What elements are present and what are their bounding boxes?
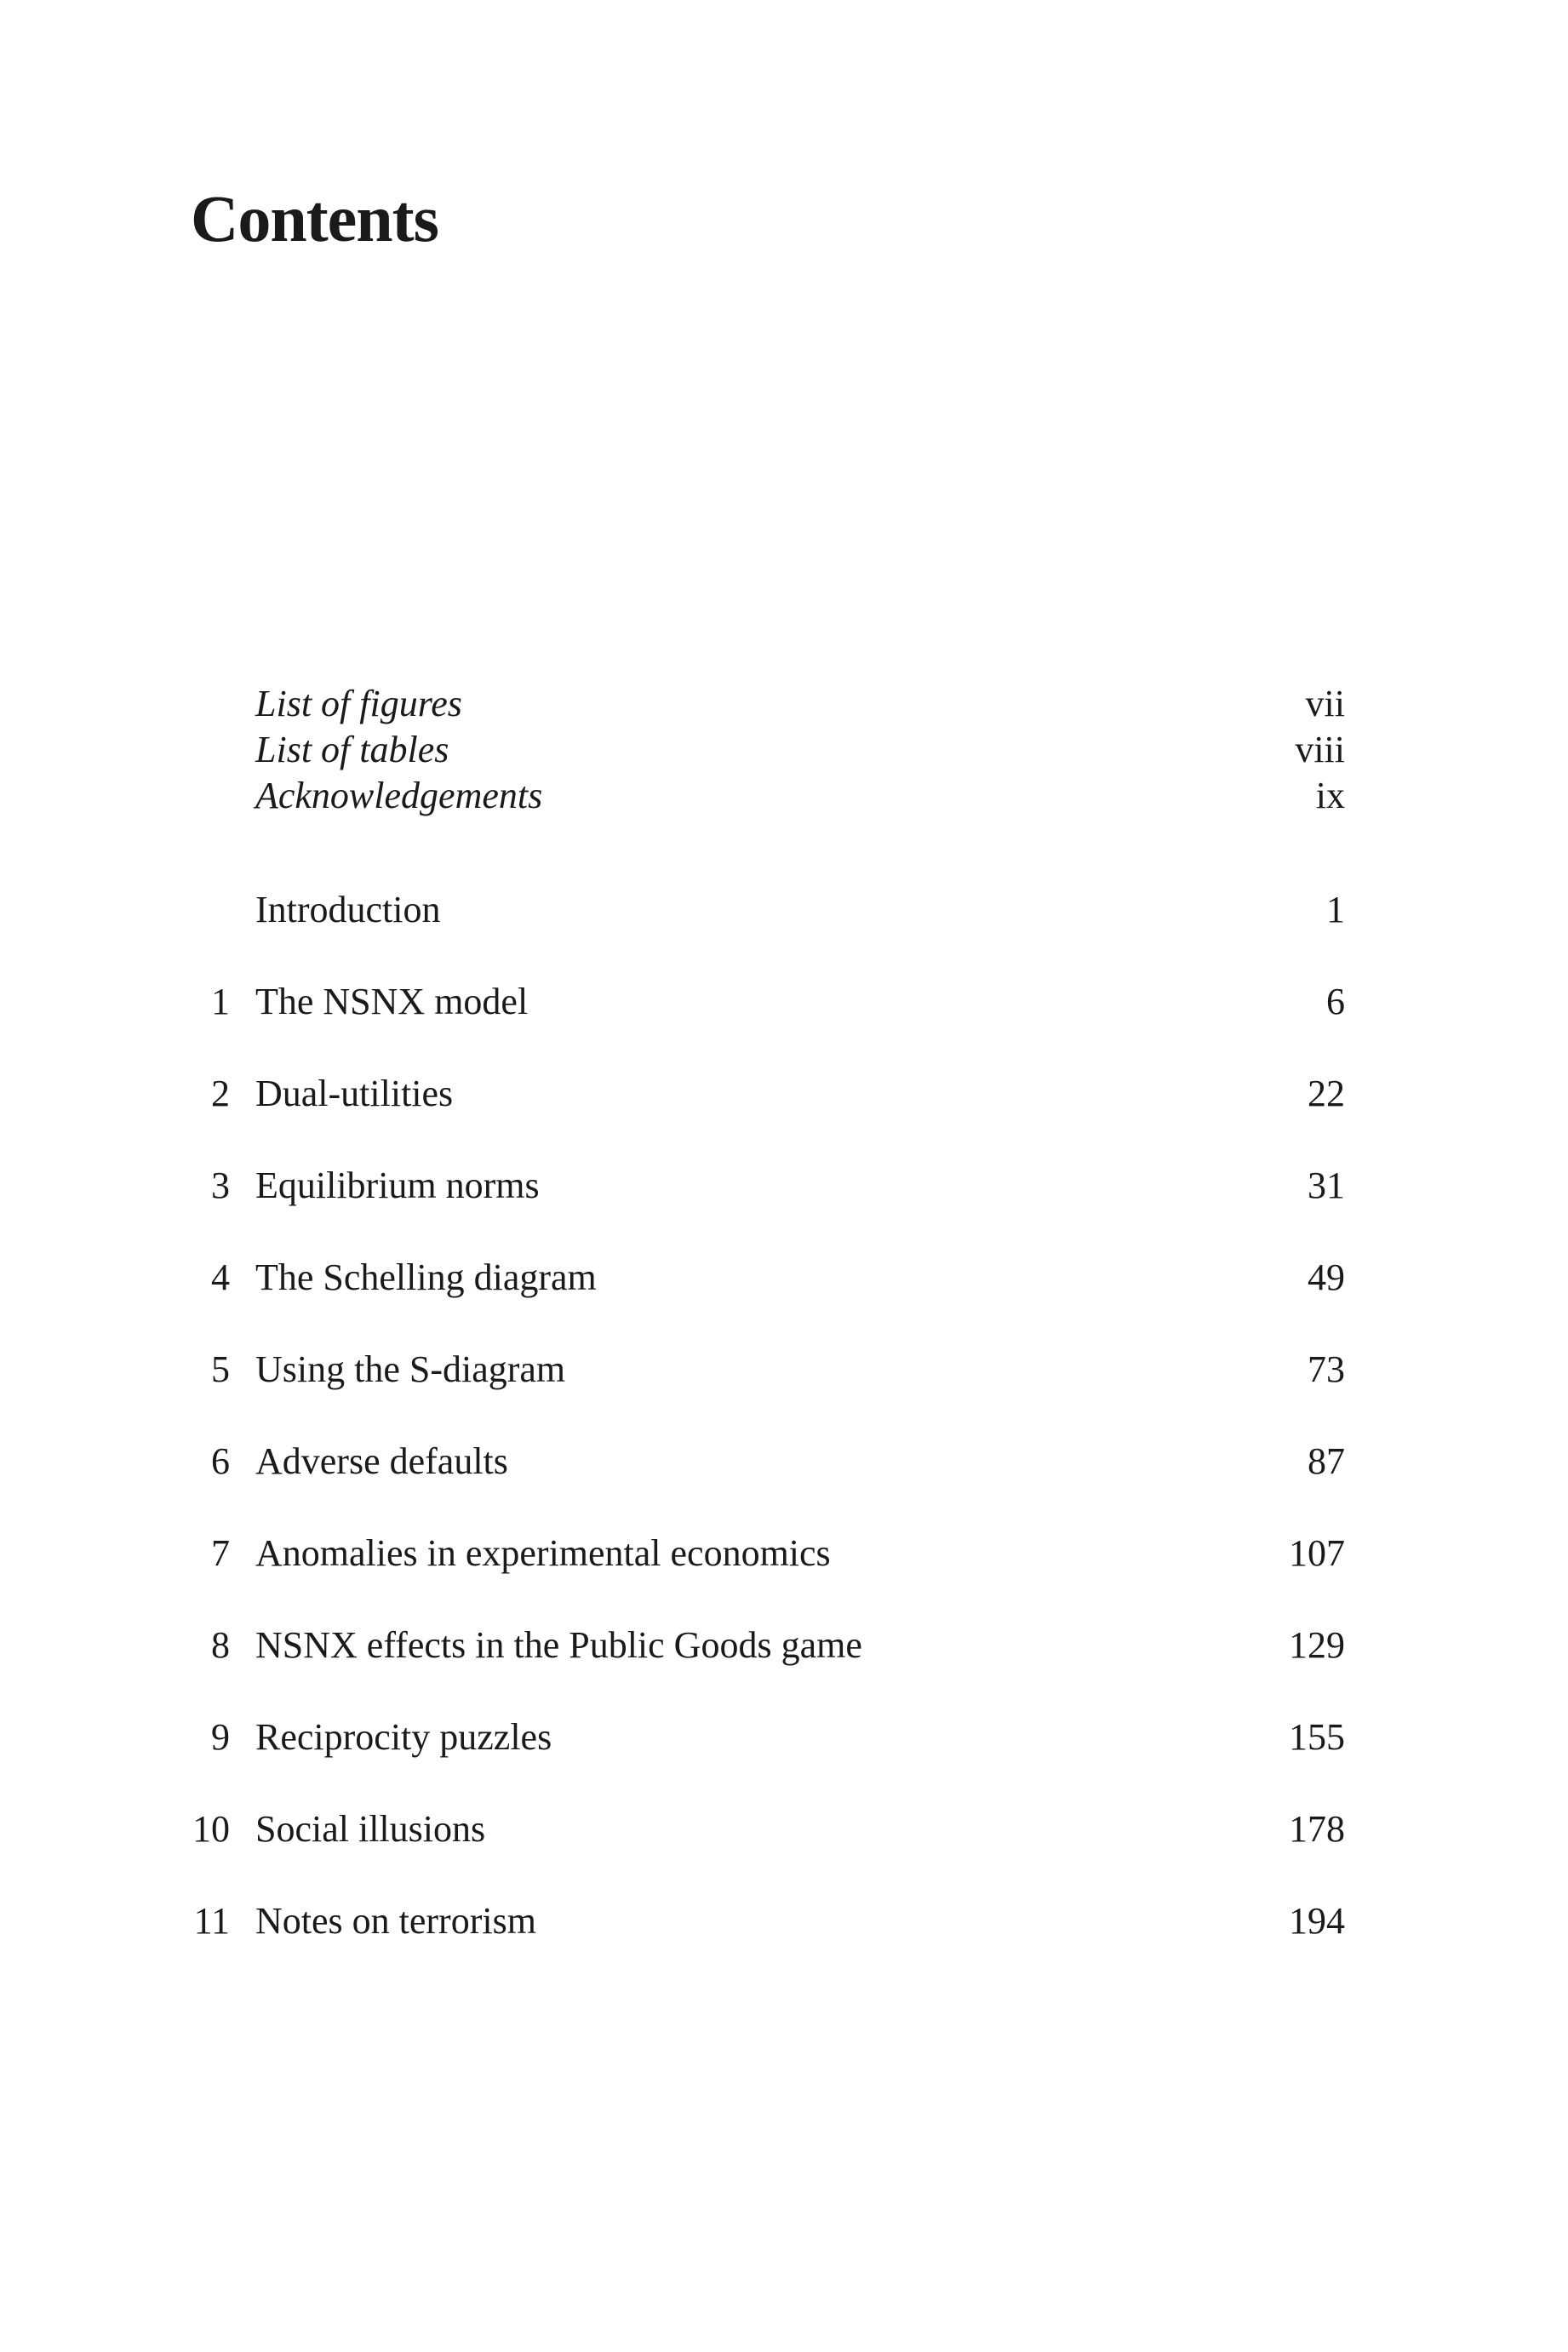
chapter-page: 194: [1289, 1900, 1345, 1942]
chapter-number: 1: [211, 981, 230, 1022]
chapter-page: 31: [1308, 1165, 1345, 1206]
chapter-page: 178: [1289, 1808, 1345, 1850]
chapter-page: 107: [1289, 1532, 1345, 1574]
toc-entry-page: ix: [1315, 775, 1345, 816]
chapter-page: 6: [1326, 981, 1345, 1022]
chapter-page: 73: [1308, 1348, 1345, 1390]
chapter-number: 6: [211, 1440, 230, 1482]
chapter-title: The NSNX model: [255, 981, 529, 1022]
chapter-number: 2: [211, 1073, 230, 1114]
chapter-title: Adverse defaults: [255, 1440, 508, 1482]
chapter-title: Equilibrium norms: [255, 1165, 540, 1206]
toc-entry-chapter-4[interactable]: [179, 1255, 1345, 1347]
toc-entry-list-of-tables[interactable]: [179, 727, 1345, 773]
chapter-title: Social illusions: [255, 1808, 486, 1850]
toc-entry-acknowledgements[interactable]: [179, 773, 1345, 819]
toc-entry-chapter-7[interactable]: [179, 1531, 1345, 1622]
chapter-number: 11: [193, 1900, 230, 1942]
toc-entry-page: viii: [1295, 729, 1345, 770]
toc-entry-chapter-10[interactable]: [179, 1806, 1345, 1898]
chapter-number: 4: [211, 1256, 230, 1298]
toc-entry-chapter-11[interactable]: [179, 1898, 1345, 1990]
chapter-title: Anomalies in experimental economics: [255, 1532, 831, 1574]
chapter-number: 9: [211, 1716, 230, 1758]
toc-entry-chapter-5[interactable]: [179, 1347, 1345, 1439]
chapter-page: 129: [1289, 1624, 1345, 1666]
toc-entry-chapter-1[interactable]: [179, 979, 1345, 1071]
chapter-title: Dual-utilities: [255, 1073, 454, 1114]
table-of-contents: [179, 681, 1345, 1990]
toc-entry-title: Acknowledgements: [255, 775, 543, 816]
chapter-page: 1: [1326, 889, 1345, 930]
chapter-title: Notes on terrorism: [255, 1900, 536, 1942]
toc-entry-chapter-3[interactable]: [179, 1163, 1345, 1255]
chapter-page: 155: [1289, 1716, 1345, 1758]
toc-entry-introduction[interactable]: [179, 887, 1345, 979]
toc-entry-chapter-8[interactable]: [179, 1622, 1345, 1714]
chapter-title: Reciprocity puzzles: [255, 1716, 552, 1758]
chapter-page: 87: [1308, 1440, 1345, 1482]
chapter-number: 8: [211, 1624, 230, 1666]
chapter-title: NSNX effects in the Public Goods game: [255, 1624, 862, 1666]
chapter-page: 49: [1308, 1256, 1345, 1298]
toc-entry-title: List of tables: [255, 729, 449, 770]
chapter-number: 10: [192, 1808, 230, 1850]
toc-entry-page: vii: [1305, 683, 1345, 724]
toc-entry-chapter-9[interactable]: [179, 1714, 1345, 1806]
chapter-title: Introduction: [255, 889, 441, 930]
chapter-title: Using the S-diagram: [255, 1348, 566, 1390]
chapter-number: 7: [211, 1532, 230, 1574]
page-title: Contents: [191, 181, 439, 255]
section-spacer: [179, 819, 1345, 887]
toc-entry-chapter-6[interactable]: [179, 1439, 1345, 1531]
toc-entry-list-of-figures[interactable]: [179, 681, 1345, 727]
chapter-number: 3: [211, 1165, 230, 1206]
toc-entry-title: List of figures: [255, 683, 462, 724]
chapter-page: 22: [1308, 1073, 1345, 1114]
chapter-title: The Schelling diagram: [255, 1256, 597, 1298]
chapter-number: 5: [211, 1348, 230, 1390]
toc-entry-chapter-2[interactable]: [179, 1071, 1345, 1163]
